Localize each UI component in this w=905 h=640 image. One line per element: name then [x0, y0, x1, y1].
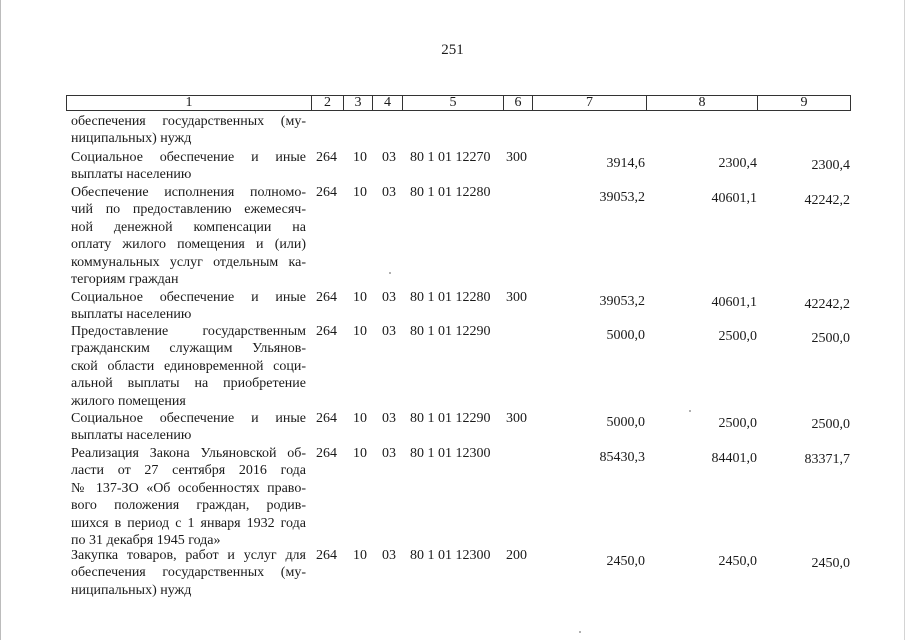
header-col-3: 3 — [343, 95, 373, 111]
col-expense-type: 300 — [506, 290, 527, 305]
row-description — [71, 149, 306, 184]
col-ministry: 264 — [316, 290, 337, 305]
col-amount-2: 40601,1 — [711, 191, 757, 206]
header-col-5: 5 — [402, 95, 504, 111]
col-amount-1: 39053,2 — [599, 190, 645, 205]
col-section: 10 — [353, 150, 367, 165]
page-number: 251 — [441, 42, 464, 58]
desc-line: выплаты населению — [71, 307, 192, 323]
col-target-article: 80 1 01 12280 — [410, 290, 491, 305]
desc-line: по 31 декабря 1945 года» — [71, 533, 221, 549]
scan-speck — [389, 272, 391, 274]
desc-line: Обеспечение исполнения полномо- — [71, 185, 306, 200]
col-amount-3: 2500,0 — [811, 417, 850, 432]
row-description — [71, 289, 306, 324]
desc-line: Закупка товаров, работ и услуг для — [71, 548, 306, 563]
header-col-4: 4 — [372, 95, 403, 111]
col-target-article: 80 1 01 12300 — [410, 446, 491, 461]
row-description — [71, 184, 306, 288]
header-col-2: 2 — [311, 95, 344, 111]
col-subsection: 03 — [382, 290, 396, 305]
desc-line: выплаты населению — [71, 428, 192, 444]
row-description — [71, 410, 306, 445]
desc-line: коммунальных услуг отдельным ка- — [71, 254, 306, 270]
header-col-9: 9 — [757, 95, 851, 111]
col-amount-3: 83371,7 — [804, 452, 850, 467]
desc-line: ласти от 27 сентября 2016 года — [71, 463, 306, 479]
desc-line: Реализация Закона Ульяновской об- — [71, 446, 306, 461]
col-amount-2: 2500,0 — [718, 416, 757, 431]
desc-line: альной выплаты на приобретение — [71, 376, 306, 392]
desc-line: ной денежной компенсации на — [71, 219, 306, 235]
col-amount-3: 2500,0 — [811, 331, 850, 346]
col-section: 10 — [353, 446, 367, 461]
col-amount-2: 2450,0 — [718, 554, 757, 569]
desc-line: Социальное обеспечение и иные — [71, 290, 306, 305]
desc-line: обеспечения государственных (му- — [71, 565, 306, 581]
col-amount-1: 5000,0 — [606, 328, 645, 343]
desc-line: жилого помещения — [71, 393, 186, 409]
col-subsection: 03 — [382, 324, 396, 339]
col-subsection: 03 — [382, 150, 396, 165]
col-subsection: 03 — [382, 548, 396, 563]
col-amount-3: 2300,4 — [811, 158, 850, 173]
row-description — [71, 323, 306, 410]
col-ministry: 264 — [316, 411, 337, 426]
desc-line: оплату жилого помещения и (или) — [71, 237, 306, 253]
desc-line: № 137-ЗО «Об особенностях право- — [71, 480, 306, 496]
col-amount-3: 2450,0 — [811, 556, 850, 571]
desc-line: гражданским служащим Ульянов- — [71, 341, 306, 357]
desc-line: ниципальных) нужд — [71, 131, 192, 147]
desc-line: обеспечения государственных (му- — [71, 114, 306, 129]
col-amount-1: 2450,0 — [606, 554, 645, 569]
col-section: 10 — [353, 324, 367, 339]
header-col-8: 8 — [646, 95, 758, 111]
header-col-6: 6 — [503, 95, 533, 111]
col-target-article: 80 1 01 12270 — [410, 150, 491, 165]
desc-line: Социальное обеспечение и иные — [71, 150, 306, 165]
col-target-article: 80 1 01 12290 — [410, 324, 491, 339]
scan-speck — [689, 410, 691, 412]
scan-speck — [579, 631, 581, 633]
col-expense-type: 200 — [506, 548, 527, 563]
col-target-article: 80 1 01 12290 — [410, 411, 491, 426]
col-ministry: 264 — [316, 548, 337, 563]
desc-line: ниципальных) нужд — [71, 582, 192, 598]
desc-line: шихся в период с 1 января 1932 года — [71, 515, 306, 531]
col-amount-1: 39053,2 — [599, 294, 645, 309]
col-section: 10 — [353, 411, 367, 426]
desc-line: Предоставление государственным — [71, 324, 306, 339]
row-description — [71, 445, 306, 549]
col-amount-1: 3914,6 — [606, 156, 645, 171]
col-amount-3: 42242,2 — [804, 297, 850, 312]
col-amount-3: 42242,2 — [804, 193, 850, 208]
desc-line: ской области единовременной соци- — [71, 358, 306, 374]
col-amount-1: 5000,0 — [606, 415, 645, 430]
col-ministry: 264 — [316, 324, 337, 339]
col-section: 10 — [353, 548, 367, 563]
desc-line: выплаты населению — [71, 167, 192, 183]
col-target-article: 80 1 01 12280 — [410, 185, 491, 200]
header-col-7: 7 — [532, 95, 647, 111]
desc-line: тегориям граждан — [71, 272, 179, 288]
col-ministry: 264 — [316, 446, 337, 461]
col-amount-2: 84401,0 — [711, 451, 757, 466]
col-expense-type: 300 — [506, 411, 527, 426]
col-amount-2: 2300,4 — [718, 156, 757, 171]
col-subsection: 03 — [382, 185, 396, 200]
col-expense-type: 300 — [506, 150, 527, 165]
desc-line: чий по предоставлению ежемесяч- — [71, 202, 306, 218]
col-ministry: 264 — [316, 150, 337, 165]
col-amount-2: 2500,0 — [718, 329, 757, 344]
col-section: 10 — [353, 185, 367, 200]
col-ministry: 264 — [316, 185, 337, 200]
col-section: 10 — [353, 290, 367, 305]
col-subsection: 03 — [382, 446, 396, 461]
row-description — [71, 113, 306, 148]
col-amount-2: 40601,1 — [711, 295, 757, 310]
desc-line: вого положения граждан, родив- — [71, 498, 306, 514]
header-col-1: 1 — [66, 95, 312, 111]
col-subsection: 03 — [382, 411, 396, 426]
col-amount-1: 85430,3 — [599, 450, 645, 465]
row-description — [71, 547, 306, 599]
col-target-article: 80 1 01 12300 — [410, 548, 491, 563]
desc-line: Социальное обеспечение и иные — [71, 411, 306, 426]
